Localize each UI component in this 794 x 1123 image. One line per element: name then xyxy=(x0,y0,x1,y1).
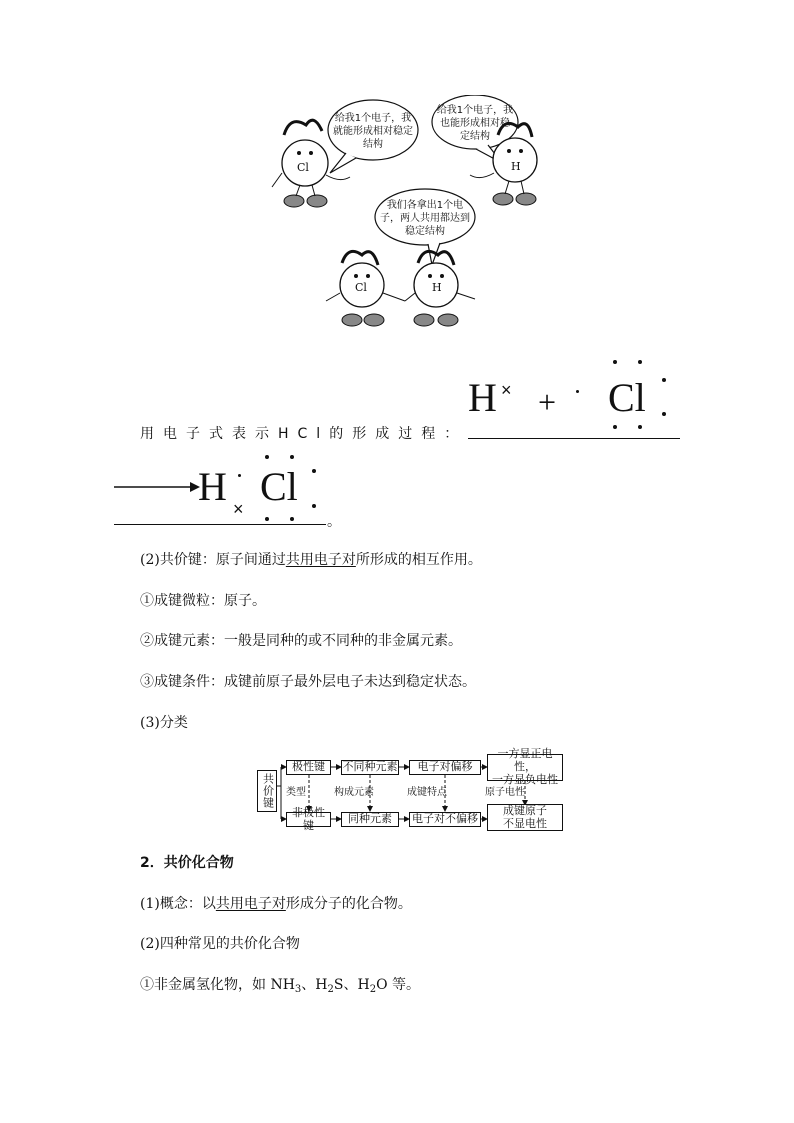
formation-period: 。 xyxy=(327,514,341,530)
product-h-symbol: H xyxy=(198,464,227,509)
heading-suffix: 所形成的相互作用。 xyxy=(355,552,482,568)
cl-electron xyxy=(638,360,642,364)
cl-electron xyxy=(613,425,617,429)
label-element: 构成元素 xyxy=(334,787,374,798)
atom-label-h-top: H xyxy=(511,160,521,173)
concept-line xyxy=(140,894,412,914)
nonpolar-bond-box: 非极性键 xyxy=(286,812,331,827)
nonpolar-result-box xyxy=(487,804,563,831)
polar-bond-box: 极性键 xyxy=(286,760,331,775)
hydrides-item xyxy=(140,975,420,1000)
cl-electron xyxy=(662,412,666,416)
concept-prefix: (1)概念：以 xyxy=(140,896,216,912)
hydrides-prefix: ①非金属氢化物，如 NH xyxy=(140,977,295,993)
hydrides-mid1: 、H xyxy=(301,977,328,993)
concept-suffix: 形成分子的化合物。 xyxy=(285,896,412,912)
shared-pair-dot xyxy=(238,474,241,477)
compound-types-heading: (2)四种常见的共价化合物 xyxy=(140,936,300,952)
cl-electron xyxy=(662,378,666,382)
same-element-box: 同种元素 xyxy=(341,812,399,827)
cl-electron-left xyxy=(576,390,579,393)
nonpolar-result-line-1: 成键原子 xyxy=(503,804,547,817)
product-cl-electron xyxy=(290,455,294,459)
bubble-text-h: 给我1个电子，我也能形成相对稳定结构 xyxy=(436,105,514,142)
nonpolar-result-line-2: 不显电性 xyxy=(503,817,547,830)
hydrides-mid2: S、H xyxy=(333,977,370,993)
answer-line-2 xyxy=(114,524,326,525)
covalent-bond-root-box: 共价键 xyxy=(257,770,277,812)
h2o-subscript: 2 xyxy=(369,984,377,995)
different-element-box: 不同种元素 xyxy=(342,761,398,773)
product-cl-electron xyxy=(265,455,269,459)
covalent-bond-heading xyxy=(140,550,482,570)
concept-underlined: 共用电子对 xyxy=(215,896,286,912)
label-type: 类型 xyxy=(286,787,306,798)
nh3-subscript: 3 xyxy=(294,984,302,995)
hydrides-suffix: O 等。 xyxy=(376,977,421,993)
h-electron-cross: × xyxy=(501,380,512,400)
h-atom-symbol: H xyxy=(468,375,497,420)
electron-pair-not-shifted-box: 电子对不偏移 xyxy=(409,812,481,827)
cl-atom-symbol: Cl xyxy=(608,375,646,420)
electron-pair-shifted-box: 电子对偏移 xyxy=(409,760,481,775)
answer-line-1 xyxy=(468,438,680,439)
bond-elements-item: ②成键元素：一般是同种的或不同种的非金属元素。 xyxy=(140,633,462,649)
atom-label-cl-bottom: Cl xyxy=(355,281,367,294)
label-charge: 原子电性 xyxy=(485,787,525,798)
label-feature: 成键特点 xyxy=(407,787,447,798)
h2s-subscript: 2 xyxy=(327,984,334,995)
classification-heading: (3)分类 xyxy=(140,715,188,731)
polar-result-box xyxy=(487,748,563,786)
bond-particles-item: ①成键微粒：原子。 xyxy=(140,593,266,609)
product-cl-electron xyxy=(265,517,269,521)
product-cl-electron xyxy=(312,504,316,508)
atom-label-h-bottom: H xyxy=(432,281,442,294)
bond-conditions-item: ③成键条件：成键前原子最外层电子未达到稳定状态。 xyxy=(140,674,476,690)
product-cl-electron xyxy=(290,517,294,521)
heading-prefix: (2)共价键：原子间通过 xyxy=(140,552,286,568)
reaction-arrow xyxy=(114,480,200,494)
heading-underlined: 共用电子对 xyxy=(285,552,356,568)
cl-electron xyxy=(638,425,642,429)
bubble-text-cl: 给我1个电子，我就能形成相对稳定结构 xyxy=(333,113,413,150)
product-cl-electron xyxy=(312,469,316,473)
plus-sign: + xyxy=(538,384,557,420)
shared-pair-cross: × xyxy=(233,499,244,519)
atom-label-cl-top: Cl xyxy=(297,161,309,174)
cl-electron xyxy=(613,360,617,364)
polar-result-line-2: 一方显负电性 xyxy=(492,774,558,786)
section2-title: 2．共价化合物 xyxy=(140,855,234,871)
bubble-text-shared: 我们各拿出1个电子，两人共用都达到稳定结构 xyxy=(380,200,470,237)
product-cl-symbol: Cl xyxy=(260,464,298,509)
polar-result-line-1: 一方显正电性， xyxy=(497,748,553,773)
formation-prompt: 用电子式表示HCl的形成过程： xyxy=(140,426,468,442)
